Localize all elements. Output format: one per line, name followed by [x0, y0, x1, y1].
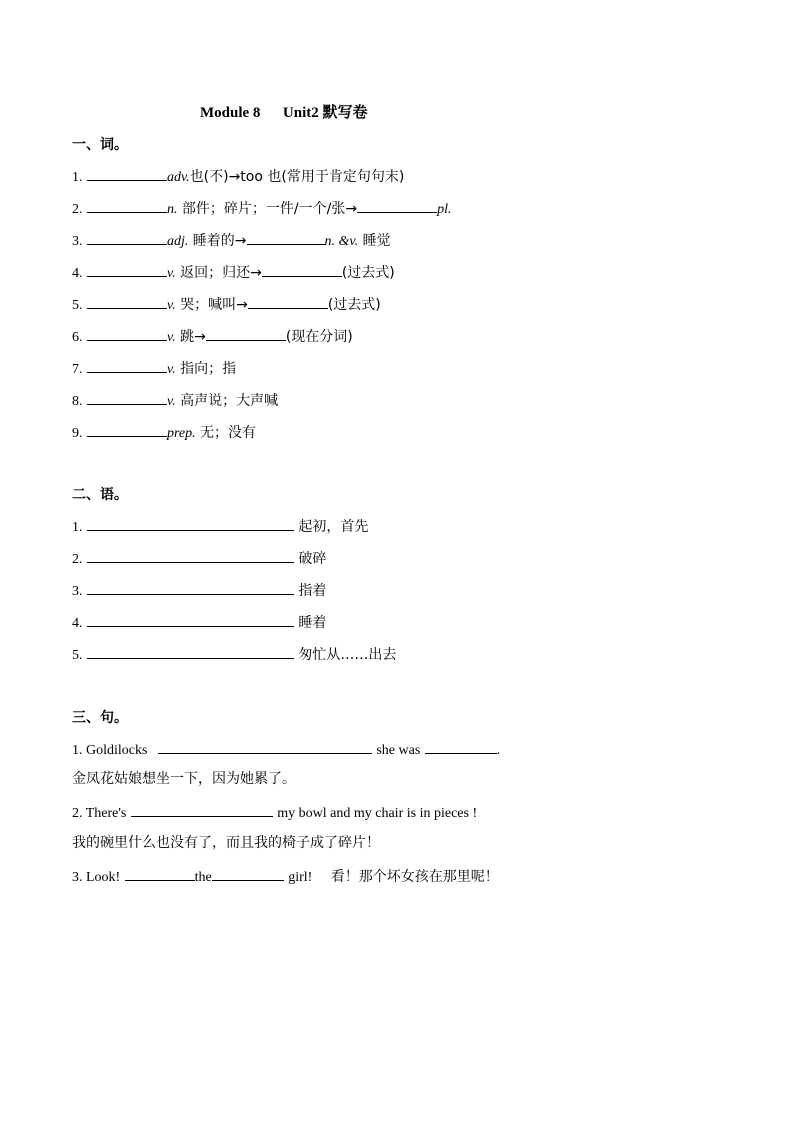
answer-blank[interactable] [87, 516, 294, 531]
answer-blank[interactable] [131, 802, 273, 817]
answer-blank[interactable] [87, 580, 294, 595]
item-number: 5. [72, 298, 83, 313]
sentence-item-2 [72, 802, 477, 823]
part-of-speech: v. [166, 362, 176, 377]
item-number: 3. [72, 234, 83, 249]
part-of-speech: v. [166, 330, 176, 345]
word-item-6 [72, 326, 353, 347]
meaning: 跳→ [180, 329, 206, 345]
sentence-suffix: girl! [288, 870, 313, 885]
part-of-speech: prep. [166, 426, 196, 441]
answer-blank[interactable] [206, 326, 286, 341]
word-item-3 [72, 230, 391, 251]
answer-blank[interactable] [87, 548, 294, 563]
part-of-speech: v. [166, 394, 176, 409]
answer-blank[interactable] [87, 390, 167, 405]
answer-blank[interactable] [262, 262, 342, 277]
meaning: 指着 [298, 583, 327, 599]
answer-blank[interactable] [87, 358, 167, 373]
answer-blank[interactable] [87, 262, 167, 277]
sentence-item-1 [72, 739, 500, 760]
translation: 看！那个坏女孩在那里呢！ [330, 869, 499, 885]
sentence-prefix: 1. Goldilocks [72, 743, 148, 758]
sentence-suffix: my bowl and my chair is in pieces ! [277, 806, 478, 821]
item-number: 9. [72, 426, 83, 441]
part-of-speech: v. [166, 298, 176, 313]
item-number: 2. [72, 202, 83, 217]
answer-blank[interactable] [248, 294, 328, 309]
answer-blank[interactable] [425, 739, 497, 754]
meaning: 部件；碎片；一件/一个/张→ [181, 201, 358, 217]
answer-blank[interactable] [87, 326, 167, 341]
part-of-speech: n. [166, 202, 178, 217]
meaning: 也(不)→too 也(常用于肯定句句末) [189, 169, 405, 185]
meaning: 无；没有 [200, 425, 257, 441]
item-number: 8. [72, 394, 83, 409]
item-number: 4. [72, 266, 83, 281]
meaning: 起初，首先 [298, 519, 369, 535]
sentence-item-3 [72, 866, 499, 887]
meaning: 哭；喊叫→ [180, 297, 248, 313]
phrase-item-4 [72, 612, 326, 633]
extra-pos: pl. [437, 202, 452, 217]
meaning: 睡着 [298, 615, 327, 631]
meaning: 匆忙从……出去 [298, 647, 397, 663]
meaning-tail: 睡觉 [362, 233, 391, 249]
item-number: 6. [72, 330, 83, 345]
meaning: 指向；指 [180, 361, 237, 377]
word-item-5 [72, 294, 381, 315]
answer-blank[interactable] [87, 294, 167, 309]
meaning-tail: (现在分词) [285, 329, 353, 345]
phrase-item-5 [72, 644, 396, 665]
part-of-speech: adj. [166, 234, 189, 249]
sentence-translation-2 [72, 834, 380, 852]
extra-pos: n. &v. [324, 234, 359, 249]
meaning: 高声说；大声喊 [180, 393, 279, 409]
meaning-tail: (过去式) [341, 265, 395, 281]
sentence-middle: the [194, 870, 212, 885]
answer-blank[interactable] [87, 198, 167, 213]
answer-blank[interactable] [158, 739, 372, 754]
phrase-item-3 [72, 580, 326, 601]
answer-blank[interactable] [87, 230, 167, 245]
section-title-words: 一、词。 [72, 137, 128, 153]
phrase-item-2 [72, 548, 326, 569]
sentence-end: . [496, 743, 501, 758]
page-title: Module 8 Unit2 默写卷 [200, 105, 368, 121]
word-item-2 [72, 198, 451, 219]
sentence-middle: she was [376, 743, 421, 758]
translation: 金凤花姑娘想坐一下，因为她累了。 [72, 771, 296, 787]
word-item-8 [72, 390, 278, 411]
sentence-prefix: 2. There's [72, 806, 127, 821]
item-number: 2. [72, 552, 83, 567]
sentence-translation-1 [72, 770, 296, 788]
translation: 我的碗里什么也没有了，而且我的椅子成了碎片！ [72, 835, 380, 851]
answer-blank[interactable] [247, 230, 325, 245]
answer-blank[interactable] [125, 866, 195, 881]
meaning-tail: (过去式) [327, 297, 381, 313]
word-item-1 [72, 166, 404, 187]
answer-blank[interactable] [87, 612, 294, 627]
answer-blank[interactable] [87, 166, 167, 181]
answer-blank[interactable] [357, 198, 437, 213]
meaning: 睡着的→ [192, 233, 247, 249]
section-title-sentences: 三、句。 [72, 710, 128, 726]
section-title-phrases: 二、语。 [72, 487, 128, 503]
item-number: 4. [72, 616, 83, 631]
item-number: 3. [72, 584, 83, 599]
part-of-speech: adv. [166, 170, 190, 185]
item-number: 7. [72, 362, 83, 377]
meaning: 破碎 [298, 551, 327, 567]
word-item-7 [72, 358, 236, 379]
word-item-4 [72, 262, 395, 283]
answer-blank[interactable] [87, 644, 294, 659]
part-of-speech: v. [166, 266, 176, 281]
answer-blank[interactable] [87, 422, 167, 437]
word-item-9 [72, 422, 256, 443]
meaning: 返回；归还→ [180, 265, 262, 281]
item-number: 1. [72, 520, 83, 535]
phrase-item-1 [72, 516, 368, 537]
item-number: 5. [72, 648, 83, 663]
item-number: 1. [72, 170, 83, 185]
answer-blank[interactable] [212, 866, 284, 881]
sentence-prefix: 3. Look! [72, 870, 121, 885]
